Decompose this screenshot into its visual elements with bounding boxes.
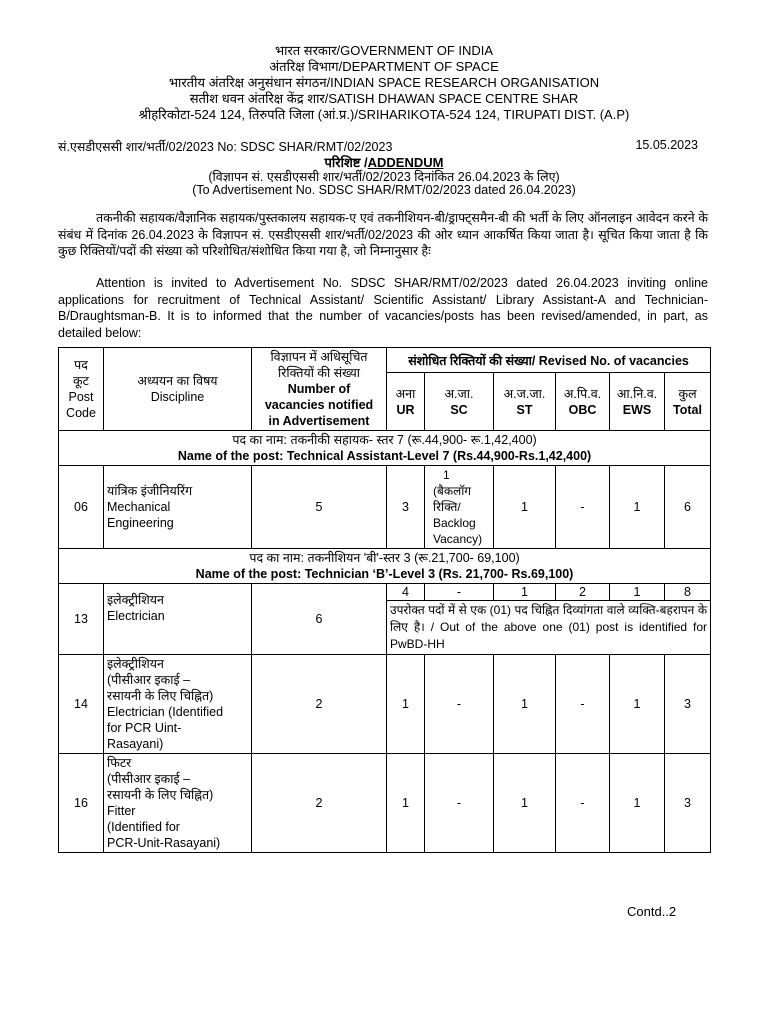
paragraph-hindi-text: तकनीकी सहायक/वैज्ञानिक सहायक/पुस्तकालय सहायक-ए एवं तकनीशियन-बी/ड्राफ्ट्समैन-बी की भर्ती के लिए ऑनलाइन आवेदन करने के संबंध में दिनांक 26.04.2023 के विज्ञापन सं. एसडीएससी शार/भर्ती/02/2023 की ओर ध्यान आकर्षित किया जाता है। सूचित किया जाता है कि कुछ रिक्तियों/पदों की संख्या को परिशोधित/संशोधित किया गया है, जो निम्नानुसार हैः: [58, 211, 708, 258]
paragraph-english-text: Attention is invited to Advertisement No. SDSC SHAR/RMT/02/2023 dated 26.04.2023 inviting online applications for recruitment of Technical Assistant/ Scientific Assistant/ Library Assistant-A and Technician-B/Draughtsman-B. It is to informed that the number of vacancies/posts has been revised/amended, in part, as detailed below:: [58, 276, 708, 340]
header-obc: अ.पि.व. OBC: [556, 373, 610, 431]
cell-notified: 2: [252, 754, 387, 853]
table-row-16: [59, 754, 711, 853]
letterhead-line-department: अंतरिक्ष विभाग/DEPARTMENT OF SPACE: [269, 59, 499, 74]
cell-post-code: 16: [59, 754, 104, 853]
cell-notified: 5: [252, 466, 387, 549]
cell-notified: 6: [252, 584, 387, 655]
cell-post-code: 06: [59, 466, 104, 549]
addendum-title-english: ADDENDUM: [367, 155, 444, 170]
reference-line: [58, 138, 698, 154]
cell-st: 1: [494, 584, 556, 601]
cell-total: 6: [665, 466, 711, 549]
letterhead-line-address: श्रीहरिकोटा-524 124, तिरुपति जिला (आं.प्र.)/SRIHARIKOTA-524 124, TIRUPATI DIST. (A.P): [138, 107, 630, 122]
reference-number: सं.एसडीएससी शार/भर्ती/02/2023 No: SDSC SHAR/RMT/02/2023: [58, 140, 393, 154]
cell-ews: 1: [610, 655, 665, 754]
cell-sc: -: [425, 655, 494, 754]
cell-obc: -: [556, 466, 610, 549]
cell-obc: 2: [556, 584, 610, 601]
cell-pwbd-note: उपरोक्त पदों में से एक (01) पद चिह्नित दिव्यांगता वाले व्यक्ति-बहरापन के लिए है। / Out of the above one (01) post is identified for PwBD-HH: [387, 601, 711, 655]
letterhead-line-organisation: भारतीय अंतरिक्ष अनुसंधान संगठन/INDIAN SPACE RESEARCH ORGANISATION: [168, 75, 600, 90]
cell-total: 3: [665, 655, 711, 754]
table-row-13: [59, 584, 711, 601]
cell-post-code: 14: [59, 655, 104, 754]
cell-total: 3: [665, 754, 711, 853]
cell-sc: 1 (बैकलॉग रिक्ति/ Backlog Vacancy): [425, 466, 494, 549]
cell-ews: 1: [610, 584, 665, 601]
section-title-technical-assistant: पद का नाम: तकनीकी सहायक- स्तर 7 (रू.44,900- रू.1,42,400) Name of the post: Technical Assistant-Level 7 (Rs.44,900-Rs.1,42,400): [59, 431, 711, 466]
cell-ur: 3: [387, 466, 425, 549]
cell-discipline: इलेक्ट्रीशियन Electrician: [104, 584, 252, 655]
header-sc: अ.जा. SC: [425, 373, 494, 431]
header-discipline: अध्ययन का विषय Discipline: [104, 348, 252, 431]
header-ews: आ.नि.व. EWS: [610, 373, 665, 431]
cell-total: 8: [665, 584, 711, 601]
header-notified-vacancies: विज्ञापन में अधिसूचित रिक्तियों की संख्या Number of vacancies notified in Advertisement: [252, 348, 387, 431]
advertisement-ref-hindi: (विज्ञापन सं. एसडीएससी शार/भर्ती/02/2023 दिनांकित 26.04.2023 के लिए): [208, 170, 560, 184]
header-post-code: पद कूट Post Code: [59, 348, 104, 431]
table-header-row: [59, 348, 711, 373]
cell-st: 1: [494, 655, 556, 754]
header-total: कुल Total: [665, 373, 711, 431]
letterhead: [0, 43, 768, 123]
cell-ur: 1: [387, 754, 425, 853]
cell-discipline: यांत्रिक इंजीनियरिंग Mechanical Engineering: [104, 466, 252, 549]
cell-ur: 1: [387, 655, 425, 754]
addendum-title-hindi: परिशिष्ट /: [324, 155, 368, 170]
header-ur: अना UR: [387, 373, 425, 431]
section-row-technician-b: [59, 549, 711, 584]
vacancy-table: [58, 347, 711, 853]
reference-date: 15.05.2023: [635, 138, 698, 152]
cell-obc: -: [556, 655, 610, 754]
cell-ur: 4: [387, 584, 425, 601]
section-row-technical-assistant: [59, 431, 711, 466]
table-row-14: [59, 655, 711, 754]
cell-sc: -: [425, 754, 494, 853]
cell-st: 1: [494, 466, 556, 549]
cell-ews: 1: [610, 754, 665, 853]
letterhead-line-centre: सतीश धवन अंतरिक्ष केंद्र शार/SATISH DHAWAN SPACE CENTRE SHAR: [189, 91, 579, 106]
header-revised-vacancies: संशोधित रिक्तियों की संख्या/ Revised No. of vacancies: [387, 348, 711, 373]
letterhead-line-government: भारत सरकार/GOVERNMENT OF INDIA: [274, 43, 494, 58]
section-title-technician-b: पद का नाम: तकनीशियन 'बी'-स्तर 3 (रू.21,700- 69,100) Name of the post: Technician ‘B’-Level 3 (Rs. 21,700- Rs.69,100): [59, 549, 711, 584]
table-row-06: [59, 466, 711, 549]
cell-ews: 1: [610, 466, 665, 549]
cell-sc: -: [425, 584, 494, 601]
cell-discipline: इलेक्ट्रीशियन (पीसीआर इकाई – रसायनी के लिए चिह्नित) Electrician (Identified for PCR Uint- Rasayani): [104, 655, 252, 754]
paragraph-hindi: [58, 210, 708, 260]
cell-post-code: 13: [59, 584, 104, 655]
header-st: अ.ज.जा. ST: [494, 373, 556, 431]
cell-obc: -: [556, 754, 610, 853]
cell-notified: 2: [252, 655, 387, 754]
advertisement-ref-english: (To Advertisement No. SDSC SHAR/RMT/02/2023 dated 26.04.2023): [192, 183, 576, 197]
paragraph-english: [58, 275, 708, 341]
cell-discipline: फिटर (पीसीआर इकाई – रसायनी के लिए चिह्नित) Fitter (Identified for PCR-Unit-Rasayani): [104, 754, 252, 853]
continued-marker: Contd..2: [627, 904, 677, 919]
cell-st: 1: [494, 754, 556, 853]
